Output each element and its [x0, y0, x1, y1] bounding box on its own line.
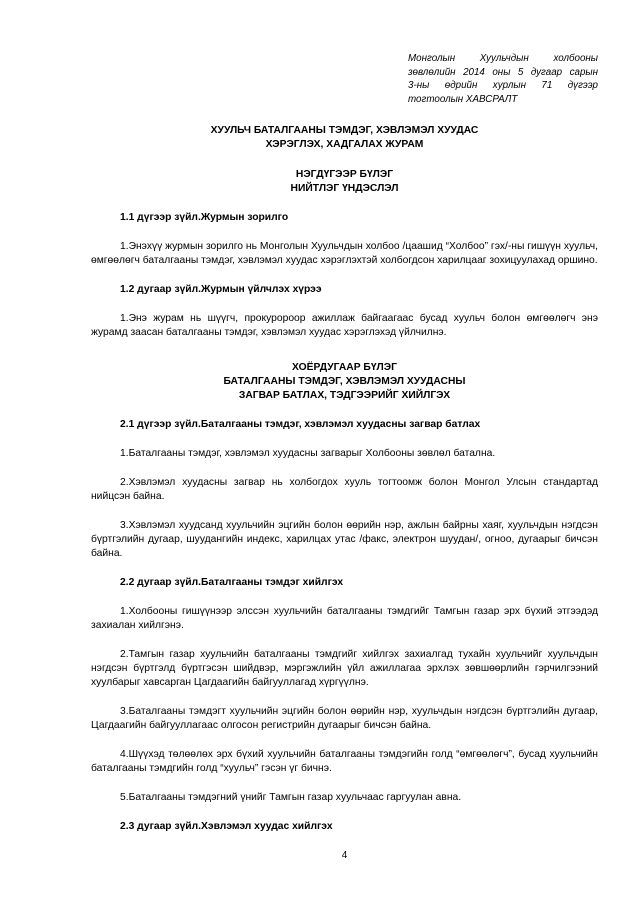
page-number: 4	[341, 850, 348, 861]
article-paragraph: 3.Баталгааны тэмдэгт хуульчийн эцгийн болон өөрийн нэр, хуульчдын нэгдсэн бүртгэлийн дугаар, Цагдаагийн байгууллагаас олгосон регистрийн дугаарыг бичсэн байна.	[91, 706, 598, 731]
chapter-heading-line: ЗАГВАР БАТЛАХ, ТЭДГЭЭРИЙГ ХИЙЛГЭХ	[238, 390, 451, 401]
document-title	[91, 124, 598, 152]
approval-line: тогтоолын ХАВСРАЛТ	[408, 93, 518, 105]
chapter-two-heading	[91, 361, 598, 403]
article-paragraph: 2.Хэвлэмэл хуудасны загвар нь холбогдох хууль тогтоомж болон Монгол Улсын стандартад нийцсэн байна.	[91, 477, 598, 502]
article-paragraph: 1.Энэ журам нь шүүгч, прокуророор ажиллаж байгаагаас бусад хуульч болон өмгөөлөгч энэ журамд заасан баталгааны тэмдэг, хэвлэмэл хуудас хэрэглэхэд үйлчилнэ.	[91, 313, 598, 338]
approval-line: Монголын Хуульчдын холбооны	[408, 53, 598, 64]
article-paragraph: 1.Холбооны гишүүнээр элссэн хуульчийн баталгааны тэмдгийг Тамгын газар эрх бүхий этгээдэд захиалан хийлгэнэ.	[91, 606, 598, 631]
article-paragraph: 2.Тамгын газар хуульчийн баталгааны тэмдгийг хийлгэх захиалгад тухайн хуульчийг хуульчдын нэгдсэн бүртгэлд бүртгэсэн шийдвэр, мэргэжлийн үйл ажиллагаа эрхлэх зөвшөөрлийн гэрчилгээний хуулбарыг хавсарган Цагдаагийн байгууллагад хүргүүлнэ.	[91, 649, 598, 688]
chapter-one-heading	[91, 168, 598, 196]
document-title-line: ХЭРЭГЛЭХ, ХАДГАЛАХ ЖУРАМ	[265, 139, 424, 150]
chapter-heading-line: НИЙТЛЭГ ҮНДЭСЛЭЛ	[290, 183, 399, 194]
chapter-heading-line: ХОЁРДУГААР БҮЛЭГ	[292, 362, 397, 373]
chapter-heading-line: БАТАЛГААНЫ ТЭМДЭГ, ХЭВЛЭМЭЛ ХУУДАСНЫ	[223, 376, 466, 387]
article-heading: 2.1 дүгээр зүйл.Баталгааны тэмдэг, хэвлэмэл хуудасны загвар батлах	[120, 419, 481, 430]
article-paragraph: 1.Энэхүү журмын зорилго нь Монголын Хуульчдын холбоо /цаашид “Холбоо” гэх/-ны гишүүн хуульч, өмгөөлөгч баталгааны тэмдэг, хэвлэмэл хуудас хэрэглэхтэй холбогдсон харилцааг зохицуулахад оршино.	[91, 241, 598, 266]
article-paragraph: 5.Баталгааны тэмдэгний үнийг Тамгын газар хуульчаас гаргуулан авна.	[120, 792, 462, 803]
article-paragraph: 4.Шүүхэд төлөөлөх эрх бүхий хуульчийн баталгааны тэмдэгийн голд “өмгөөлөгч”, бусад хуульчийн баталгааны тэмдгийн голд “хуульч” гэсэн үг бичнэ.	[91, 749, 598, 774]
article-heading: 1.2 дугаар зүйл.Журмын үйлчлэх хүрээ	[120, 284, 322, 295]
article-heading: 2.2 дугаар зүйл.Баталгааны тэмдэг хийлгэх	[120, 577, 344, 588]
article-heading: 2.3 дугаар зүйл.Хэвлэмэл хуудас хийлгэх	[120, 821, 333, 832]
approval-line: зөвлөлийн 2014 оны 5 дугаар сарын	[408, 66, 598, 78]
approval-note	[408, 52, 598, 106]
article-paragraph: 1.Баталгааны тэмдэг, хэвлэмэл хуудасны загварыг Холбооны зөвлөл батална.	[120, 448, 496, 459]
document-title-line: ХУУЛЬЧ БАТАЛГААНЫ ТЭМДЭГ, ХЭВЛЭМЭЛ ХУУДАС	[210, 125, 479, 136]
article-heading: 1.1 дүгээр зүйл.Журмын зорилго	[120, 212, 289, 223]
approval-line: 3-ны өдрийн хурлын 71 дүгээр	[408, 80, 598, 91]
article-paragraph: 3.Хэвлэмэл хуудсанд хуульчийн эцгийн болон өөрийн нэр, ажлын байрны хаяг, хуульчдын нэгдсэн бүртгэлийн дугаар, шуудангийн индекс, харилцах утас /факс, электрон шуудан/, огноо, дугаарыг бичсэн байна.	[91, 520, 598, 559]
chapter-heading-line: НЭГДҮГЭЭР БҮЛЭГ	[295, 169, 394, 180]
